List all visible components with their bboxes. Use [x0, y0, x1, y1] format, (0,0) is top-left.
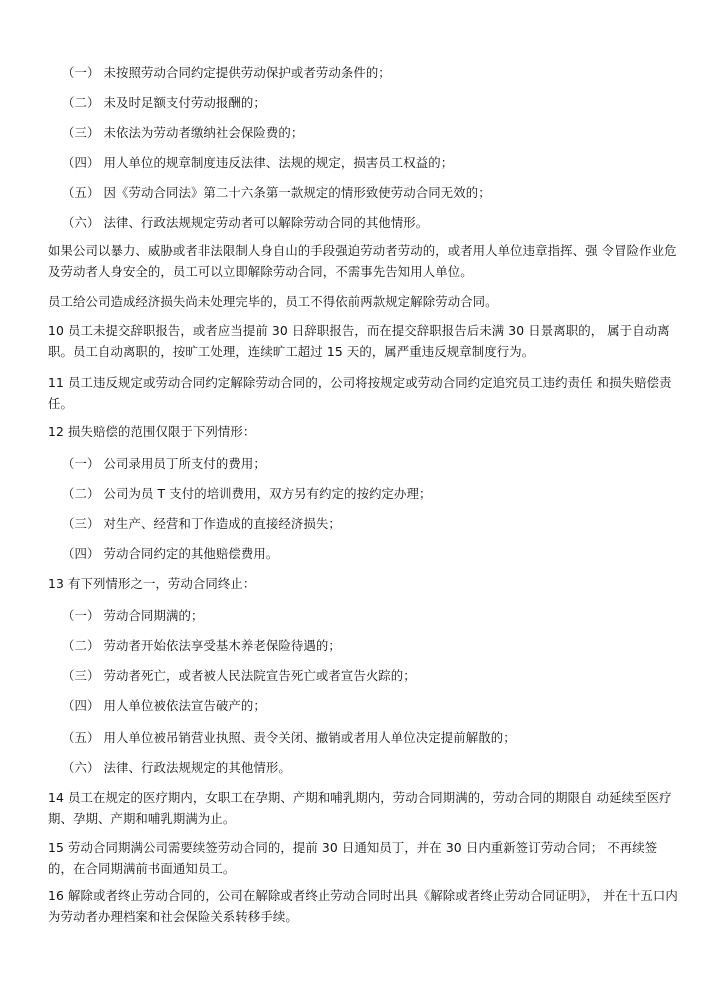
paragraph: 如果公司以暴力、威胁或者非法限制人身自山的手段强迫劳动者劳动的，或者用人单位违章指挥、强 令冒险作业危及劳动者人身安全的，员工可以立即解除劳动合同，不需事先告知用人单位。 — [48, 243, 677, 279]
list-item: （二） 未及时足额支付劳动报酬的； — [62, 95, 266, 110]
list-item: （六） 法律、行政法规规定的其他情形。 — [62, 760, 291, 775]
list-item: （四） 用人单位被依法宣告破产的； — [62, 698, 266, 713]
list-item: （四） 劳动合同约定的其他赔偿费用。 — [62, 546, 279, 561]
list-item: （三） 劳动者死亡，或者被人民法院宣告死亡或者宣告火踪的； — [62, 668, 416, 683]
list-item: （五） 用人单位被吊销营业执照、责令关闭、撤销或者用人单位决定提前解散的； — [62, 730, 516, 745]
list-item: （六） 法律、行政法规规定劳动者可以解除劳动合同的其他情形。 — [62, 215, 429, 230]
paragraph: 11 员工违反规定或劳动合同约定解除劳动合同的，公司将按规定或劳动合同约定追究员工违约责任 和损失赔偿责任。 — [48, 375, 672, 411]
list-item: （四） 用人单位的规章制度违反法律、法规的规定，损害员工权益的； — [62, 155, 454, 170]
paragraph: 14 员工在规定的医疗期内，女职工在孕期、产期和哺乳期内，劳动合同期满的，劳动合同的期限自 动延续至医疗期、孕期、产期和哺乳期满为止。 — [48, 790, 672, 826]
section-heading: 12 损失赔偿的范围仅限于下列情形： — [48, 424, 256, 439]
list-item: （五） 因《劳动合同法》第二十六条第一款规定的情形致使劳动合同无效的； — [62, 185, 491, 200]
list-item: （一） 未按照劳动合同约定提供劳动保护或者劳动条件的； — [62, 65, 391, 80]
paragraph: 员工给公司造成经济损失尚未处理完毕的，员工不得依前两款规定解除劳动合同。 — [48, 294, 498, 309]
paragraph: 16 解除或者终止劳动合同的，公司在解除或者终止劳动合同时出具《解除或者终止劳动合同证明》， 并在十五口内为劳动者办理档案和社会保险关系转移手续。 — [48, 888, 678, 924]
list-item: （三） 对生产、经营和丁作造成的直接经济损失； — [62, 516, 341, 531]
list-item: （一） 公司录用员丁所支付的费用； — [62, 456, 266, 471]
list-item: （二） 劳动者开始依法享受基木养老保险待遇的； — [62, 638, 341, 653]
list-item: （三） 未依法为劳动者缴纳社会保险费的； — [62, 125, 304, 140]
list-item: （一） 劳动合同期满的； — [62, 608, 204, 623]
list-item: （二） 公司为员 T 支付的培训费用，双方另有约定的按约定办理； — [62, 486, 432, 501]
section-heading: 13 有下列情形之一，劳动合同终止： — [48, 576, 256, 591]
paragraph: 10 员工未提交辞职报告，或者应当提前 30 日辞职报告，而在提交辞职报告后未满 30 日景离职的， 属于自动离职。员工自动离职的，按旷工处理，连续旷工超过 15 天的，属严重违反规章制度行为。 — [48, 323, 670, 359]
paragraph: 15 劳动合同期满公司需要续签劳动合同的，提前 30 日通知员丁，并在 30 日内重新签订劳动合同； 不再续签的，在合同期满前书面通知员工。 — [48, 840, 658, 876]
